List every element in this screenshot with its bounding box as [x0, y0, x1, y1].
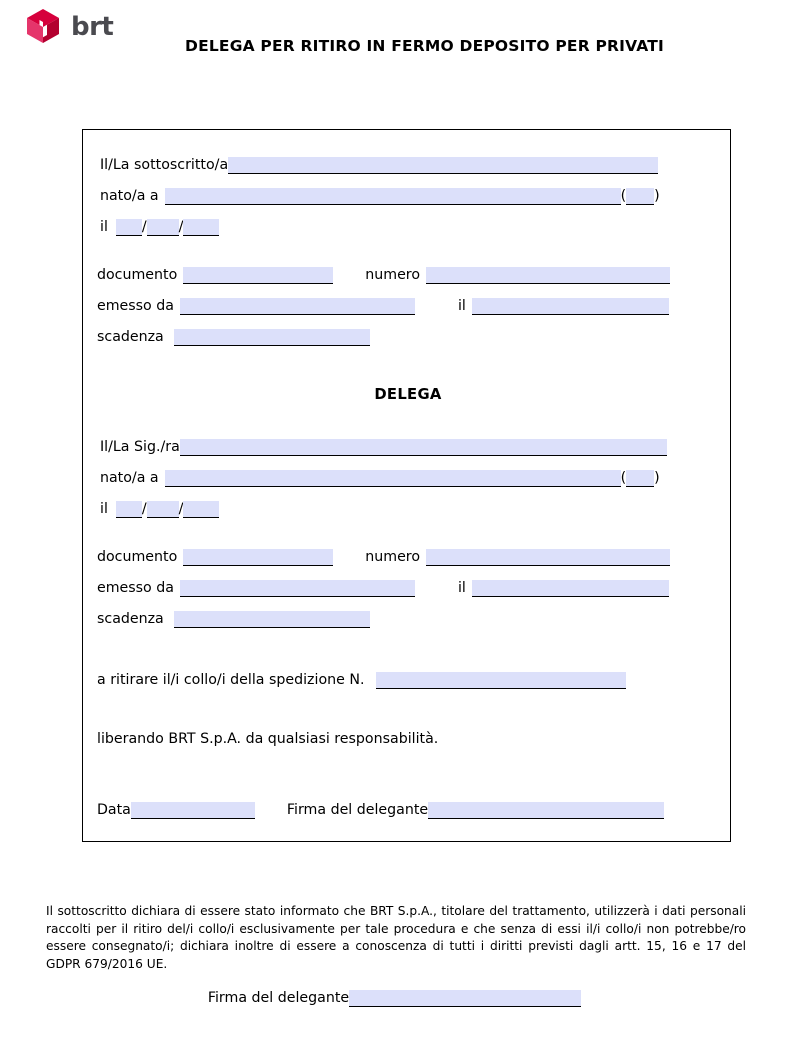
delegate-province-input[interactable] [626, 470, 654, 487]
delegation-form-box [82, 129, 731, 842]
delegate-expiry-row [97, 611, 726, 628]
delegate-birthdate-row [100, 501, 726, 518]
shipment-number-input[interactable] [376, 672, 626, 689]
delegate-document-label: documento [97, 549, 178, 565]
delegate-birthdate-year-input[interactable] [183, 501, 219, 518]
delegator-issued-by-input[interactable] [180, 298, 415, 315]
delegator-birthdate-day-input[interactable] [116, 219, 142, 236]
delegator-expiry-input[interactable] [174, 329, 370, 346]
delegator-issued-on-input[interactable] [472, 298, 669, 315]
delegator-birthdate-label: il [100, 219, 108, 235]
delegate-name-row [100, 439, 726, 456]
footer-signature-row [208, 990, 581, 1007]
shipment-label: a ritirare il/i collo/i della spedizione N. [97, 672, 365, 688]
delegator-issued-row [97, 298, 726, 315]
delegator-number-label: numero [365, 267, 420, 283]
delegator-document-input[interactable] [183, 267, 333, 284]
signature-row [97, 802, 726, 819]
delegate-issued-by-input[interactable] [180, 580, 415, 597]
delegator-province-close-paren: ) [654, 188, 660, 204]
delegator-issued-by-label: emesso da [97, 298, 174, 314]
signature-input[interactable] [428, 802, 664, 819]
delegate-number-label: numero [365, 549, 420, 565]
delegate-name-label: Il/La Sig./ra [100, 439, 180, 455]
page-title: DELEGA PER RITIRO IN FERMO DEPOSITO PER PRIVATI [185, 37, 664, 55]
signature-label: Firma del delegante [286, 802, 429, 818]
delegator-birthplace-input[interactable] [165, 188, 621, 205]
delegate-birthdate-day-input[interactable] [116, 501, 142, 518]
date-separator-1: / [141, 219, 147, 235]
footer-signature-input[interactable] [349, 990, 581, 1007]
page-header [0, 0, 789, 70]
delegate-number-input[interactable] [426, 549, 670, 566]
date-separator-2: / [178, 501, 184, 517]
delegate-birthplace-row [100, 470, 726, 487]
brt-wordmark: brt [71, 12, 114, 42]
delegate-expiry-input[interactable] [174, 611, 370, 628]
delegator-birthdate-row [100, 219, 726, 236]
delegator-birthdate-month-input[interactable] [147, 219, 179, 236]
footer-signature-block [0, 990, 789, 1007]
delegator-province-open-paren: ( [620, 188, 627, 204]
delegator-name-label: Il/La sottoscritto/a [100, 157, 229, 173]
delegator-issued-on-label: il [457, 298, 466, 314]
delegator-birthdate-year-input[interactable] [183, 219, 219, 236]
delegator-expiry-row [97, 329, 726, 346]
delegator-document-label: documento [97, 267, 178, 283]
delegate-birthdate-label: il [100, 501, 108, 517]
shipment-row [97, 672, 726, 689]
delegate-birthplace-input[interactable] [165, 470, 621, 487]
delegate-document-row [97, 549, 726, 566]
date-input[interactable] [131, 802, 255, 819]
delegator-document-row [97, 267, 726, 284]
delegator-number-input[interactable] [426, 267, 670, 284]
delegate-issued-on-label: il [457, 580, 466, 596]
delegate-province-open-paren: ( [620, 470, 627, 486]
delegate-document-input[interactable] [183, 549, 333, 566]
date-separator-2: / [178, 219, 184, 235]
delegator-birthplace-row [100, 188, 726, 205]
delegate-expiry-label: scadenza [97, 611, 164, 627]
delegate-name-input[interactable] [180, 439, 667, 456]
form-content [90, 130, 726, 841]
delega-section-heading: DELEGA [374, 386, 442, 403]
delegate-birthdate-month-input[interactable] [147, 501, 179, 518]
release-statement-row [97, 731, 726, 748]
footer-signature-label: Firma del delegante [207, 990, 350, 1006]
privacy-notice-text: Il sottoscritto dichiara di essere stato informato che BRT S.p.A., titolare del trattamento, utilizzerà i dati personali raccolti per il ritiro del/i collo/i esclusivamente per tale procedura e che senza di essi il/i collo/i non potrebbe/ro essere consegnato/i; dichiara inoltre di essere a conoscenza di tutti i diritti previsti dagli artt. 15, 16 e 17 del GDPR 679/2016 UE. [46, 904, 746, 971]
delegator-name-row [100, 157, 726, 174]
date-separator-1: / [141, 501, 147, 517]
delegate-issued-by-label: emesso da [97, 580, 174, 596]
date-label: Data [97, 802, 131, 818]
delegator-name-input[interactable] [228, 157, 658, 174]
delegate-issued-on-input[interactable] [472, 580, 669, 597]
delegator-birthplace-label: nato/a a [100, 188, 159, 204]
delegate-province-close-paren: ) [654, 470, 660, 486]
delegate-issued-row [97, 580, 726, 597]
delegate-birthplace-label: nato/a a [100, 470, 159, 486]
delegator-expiry-label: scadenza [97, 329, 164, 345]
delegator-province-input[interactable] [626, 188, 654, 205]
release-statement-text: liberando BRT S.p.A. da qualsiasi responsabilità. [97, 731, 439, 747]
